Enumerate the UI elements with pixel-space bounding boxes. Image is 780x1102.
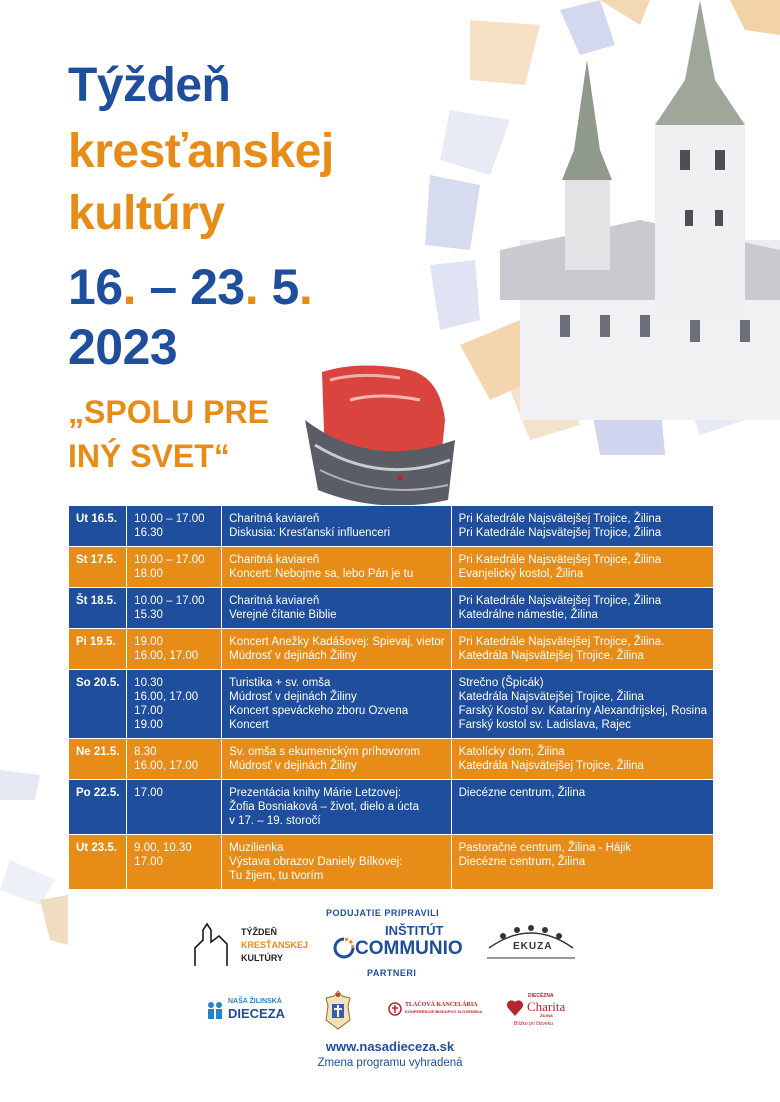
schedule-place-line: Diecézne centrum, Žilina	[458, 787, 586, 799]
schedule-event-line: Múdrosť v dejinách Žiliny	[229, 650, 357, 662]
schedule-place-line: Pri Katedrále Najsvätejšej Trojice, Žilina.	[458, 636, 665, 648]
event-year: 2023	[68, 319, 178, 375]
date-dot: .	[298, 259, 313, 315]
schedule-event-line: Charitná kaviareň	[229, 513, 320, 525]
schedule-row	[69, 506, 714, 547]
schedule-time-line: 10.00 – 17.00	[134, 513, 205, 525]
schedule-place-cell	[451, 506, 713, 547]
schedule-time-cell	[127, 629, 222, 670]
schedule-time-line: 16.00, 17.00	[134, 760, 199, 772]
schedule-row	[69, 547, 714, 588]
schedule-place-cell	[451, 835, 713, 890]
schedule-event-line: Žofia Bosniaková – život, dielo a úcta	[229, 801, 419, 813]
schedule-place-line: Katedrála Najsvätejšej Trojice, Žilina	[458, 691, 644, 703]
schedule-day: Pi 19.5.	[69, 629, 127, 670]
schedule-place-cell	[451, 629, 713, 670]
website-link[interactable]: www.nasadieceza.sk	[325, 1039, 455, 1054]
tkk-logo	[193, 922, 309, 968]
schedule-event-cell	[222, 588, 451, 629]
schedule-time-line: 16.00, 17.00	[134, 650, 199, 662]
schedule-time-line: 9.00, 10.30	[134, 842, 192, 854]
schedule-place-line: Katedrála Najsvätejšej Trojice, Žilina	[458, 760, 644, 772]
schedule-day: Ut 23.5.	[69, 835, 127, 890]
schedule-row	[69, 588, 714, 629]
schedule-event-line: Koncert Anežky Kadášovej: Spievaj, vietor	[229, 636, 445, 648]
schedule-place-cell	[451, 780, 713, 835]
schedule-event-line: Koncert	[229, 719, 269, 731]
schedule-event-cell	[222, 780, 451, 835]
schedule-event-cell	[222, 629, 451, 670]
schedule-place-line: Katolícky dom, Žilina	[458, 746, 565, 758]
schedule-event-cell	[222, 835, 451, 890]
program-schedule-table	[68, 505, 714, 890]
tk-kbs-logo-line-2: KONFERENCIE BISKUPOV SLOVENSKA	[405, 1009, 483, 1014]
schedule-time-line: 17.00	[134, 705, 163, 717]
cathedral-illustration	[500, 0, 780, 420]
schedule-time-line: 10.30	[134, 677, 163, 689]
schedule-place-line: Pri Katedrále Najsvätejšej Trojice, Žilina	[458, 527, 662, 539]
organizers-label: PODUJATIE PRIPRAVILI	[326, 908, 440, 918]
schedule-place-line: Katedrála Najsvätejšej Trojice, Žilina	[458, 650, 644, 662]
schedule-event-line: Múdrosť v dejinách Žiliny	[229, 760, 357, 772]
communio-circle-icon	[333, 937, 355, 959]
communio-logo-line-2: COMMUNIO	[355, 938, 463, 959]
tkk-logo-line-3: KULTÚRY	[241, 953, 283, 963]
schedule-time-line: 16.30	[134, 527, 163, 539]
schedule-time-line: 8.30	[134, 746, 157, 758]
schedule-day: Št 18.5.	[69, 588, 127, 629]
schedule-time-line: 18.00	[134, 568, 163, 580]
tk-kbs-logo	[388, 1000, 488, 1020]
schedule-event-cell	[222, 547, 451, 588]
schedule-place-line: Evanjelický kostol, Žilina	[458, 568, 584, 580]
schedule-event-cell	[222, 506, 451, 547]
charita-logo-line-3: ŽILINA	[540, 1013, 553, 1018]
communio-logo	[333, 922, 468, 962]
schedule-row	[69, 835, 714, 890]
schedule-place-cell	[451, 588, 713, 629]
schedule-time-cell	[127, 506, 222, 547]
schedule-time-cell	[127, 739, 222, 780]
schedule-event-line: Verejné čítanie Biblie	[229, 609, 337, 621]
dieceza-logo-line-1: NAŠA ŽILINSKÁ	[228, 998, 282, 1005]
date-dot: .	[244, 259, 259, 315]
schedule-place-line: Farský kostol sv. Ladislava, Rajec	[458, 719, 631, 731]
date-end: – 23	[136, 259, 245, 315]
charita-heart-icon	[506, 998, 524, 1018]
schedule-time-cell	[127, 835, 222, 890]
schedule-event-line: Koncert: Nebojme sa, lebo Pán je tu	[229, 568, 414, 580]
schedule-time-line: 17.00	[134, 787, 163, 799]
title-line-3: kultúry	[68, 187, 225, 240]
motto-line-1: „SPOLU PRE	[68, 394, 269, 430]
schedule-place-line: Diecézne centrum, Žilina	[458, 856, 586, 868]
dieceza-logo-line-2: DIECEZA	[228, 1006, 286, 1021]
ekuza-logo-text: EKUZA	[513, 941, 553, 952]
motto-line-2: INÝ SVET“	[68, 438, 230, 474]
schedule-place-line: Strečno (Špicák)	[458, 677, 544, 689]
schedule-time-cell	[127, 670, 222, 739]
schedule-time-line: 15.30	[134, 609, 163, 621]
church-outline-icon	[193, 922, 233, 968]
schedule-place-line: Pri Katedrále Najsvätejšej Trojice, Žilina	[458, 513, 662, 525]
schedule-event-line: Charitná kaviareň	[229, 595, 320, 607]
schedule-place-line: Pri Katedrále Najsvätejšej Trojice, Žilina	[458, 595, 662, 607]
schedule-event-line: Muzilienka	[229, 842, 284, 854]
schedule-place-line: Pastoračné centrum, Žilina - Hájik	[458, 842, 632, 854]
schedule-place-cell	[451, 739, 713, 780]
schedule-time-line: 17.00	[134, 856, 163, 868]
charita-logo-line-1: DIECÉZNA	[528, 993, 554, 999]
communio-logo-line-1: INŠTITÚT	[385, 923, 444, 938]
dieceza-people-icon	[206, 1000, 224, 1020]
schedule-event-line: v 17. – 19. storočí	[229, 815, 321, 827]
schedule-time-line: 16.00, 17.00	[134, 691, 199, 703]
schedule-row	[69, 670, 714, 739]
schedule-time-cell	[127, 547, 222, 588]
tkk-logo-line-2: KRESŤANSKEJ	[241, 940, 309, 950]
tkk-logo-line-1: TÝŽDEŇ	[241, 927, 277, 937]
schedule-event-line: Prezentácia knihy Márie Letzovej:	[229, 787, 402, 799]
schedule-event-line: Diskusia: Kresťanskí influenceri	[229, 527, 391, 539]
schedule-event-line: Charitná kaviareň	[229, 554, 320, 566]
schedule-place-line: Katedrálne námestie, Žilina	[458, 609, 598, 621]
schedule-day: Ut 16.5.	[69, 506, 127, 547]
coat-of-arms-icon	[322, 990, 354, 1030]
schedule-time-line: 10.00 – 17.00	[134, 554, 205, 566]
schedule-place-line: Farský Kostol sv. Kataríny Alexandrijskej, Rosina	[458, 705, 707, 717]
title-line-1: Týždeň	[68, 59, 231, 112]
schedule-day: So 20.5.	[69, 670, 127, 739]
schedule-day: St 17.5.	[69, 547, 127, 588]
schedule-place-line: Pri Katedrále Najsvätejšej Trojice, Žilina	[458, 554, 662, 566]
kroj-cap-illustration	[305, 365, 455, 505]
schedule-time-cell	[127, 588, 222, 629]
date-month: 5	[258, 259, 299, 315]
schedule-event-line: Turistika + sv. omša	[229, 677, 331, 689]
program-change-note: Zmena programu vyhradená	[317, 1057, 463, 1069]
tk-kbs-logo-line-1: TLAČOVÁ KANCELÁRIA	[405, 1002, 478, 1008]
schedule-time-line: 19.00	[134, 719, 163, 731]
dieceza-logo	[206, 996, 306, 1024]
schedule-event-line: Koncert speváckeho zboru Ozvena	[229, 705, 409, 717]
charita-logo	[506, 994, 576, 1030]
schedule-row	[69, 780, 714, 835]
ekuza-logo	[483, 922, 579, 964]
schedule-day: Ne 21.5.	[69, 739, 127, 780]
schedule-row	[69, 739, 714, 780]
partners-label: PARTNERI	[367, 968, 417, 978]
charita-logo-line-4: Blízko pri človeku	[514, 1021, 553, 1027]
schedule-time-line: 10.00 – 17.00	[134, 595, 205, 607]
schedule-time-cell	[127, 780, 222, 835]
schedule-event-line: Múdrosť v dejinách Žiliny	[229, 691, 357, 703]
date-dot: .	[122, 259, 137, 315]
date-start: 16	[68, 259, 123, 315]
event-dates	[68, 259, 313, 315]
schedule-event-line: Tu žijem, tu tvorím	[229, 870, 324, 882]
schedule-row	[69, 629, 714, 670]
schedule-event-line: Výstava obrazov Daniely Bílkovej:	[229, 856, 403, 868]
schedule-day: Po 22.5.	[69, 780, 127, 835]
schedule-event-cell	[222, 739, 451, 780]
tk-kbs-emblem-icon	[388, 1002, 402, 1016]
schedule-time-line: 19.00	[134, 636, 163, 648]
title-line-2: kresťanskej	[68, 125, 334, 178]
schedule-place-cell	[451, 547, 713, 588]
schedule-place-cell	[451, 670, 713, 739]
schedule-event-line: Sv. omša s ekumenickým príhovorom	[229, 746, 420, 758]
charita-logo-line-2: Charita	[527, 999, 566, 1014]
schedule-event-cell	[222, 670, 451, 739]
